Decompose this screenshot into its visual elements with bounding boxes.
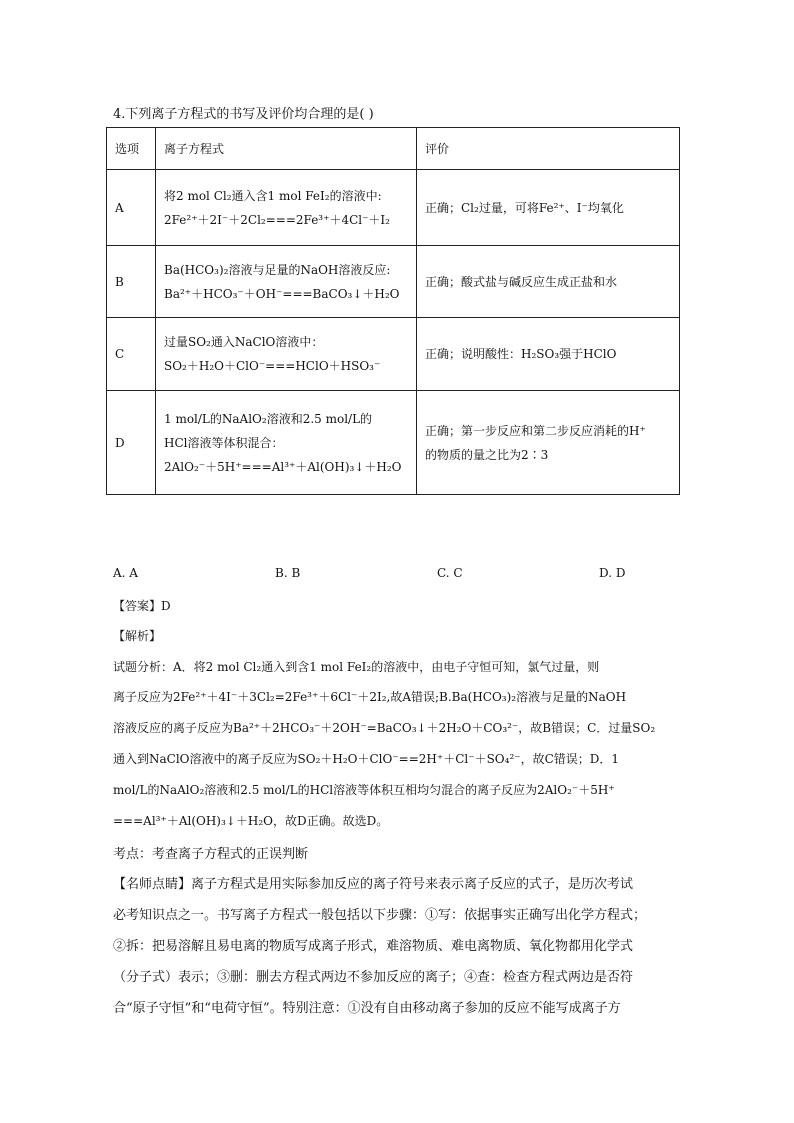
row-option: B xyxy=(107,246,156,318)
header-evaluation: 评价 xyxy=(417,128,680,170)
table-header-row xyxy=(107,128,680,170)
equation-line: HCl溶液等体积混合： xyxy=(164,435,284,450)
row-evaluation xyxy=(417,318,680,391)
row-equation xyxy=(156,170,417,246)
row-option: C xyxy=(107,318,156,391)
row-equation xyxy=(156,318,417,391)
analysis-line: ===Al³⁺＋Al(OH)₃↓＋H₂O，故D正确。故选D。 xyxy=(113,814,389,828)
teacher-line: 【名师点睛】离子方程式是用实际参加反应的离子符号来表示离子反应的式子，是历次考试 xyxy=(113,877,634,892)
header-equation: 离子方程式 xyxy=(156,128,417,170)
teacher-line: （分子式）表示；③删：删去方程式两边不参加反应的离子；④查：检查方程式两边是否符 xyxy=(113,970,634,985)
row-equation xyxy=(156,391,417,495)
teacher-line: 必考知识点之一。书写离子方程式一般包括以下步骤：①写：依据事实正确写出化学方程式； xyxy=(113,908,647,923)
equation-line: Ba(HCO₃)₂溶液与足量的NaOH溶液反应: xyxy=(164,262,391,277)
row-evaluation xyxy=(417,246,680,318)
row-option: A xyxy=(107,170,156,246)
analysis-line: 试题分析：A．将2 mol Cl₂通入到含1 mol FeI₂的溶液中，由电子守恒可知，氯气过量，则 xyxy=(113,660,600,674)
row-evaluation xyxy=(417,170,680,246)
table-row xyxy=(107,318,680,391)
choice-b: B. B xyxy=(275,566,301,580)
evaluation-line: 正确；第一步反应和第二步反应消耗的H⁺ xyxy=(425,423,646,438)
row-equation xyxy=(156,246,417,318)
teacher-line: 合“原子守恒”和“电荷守恒”。特别注意：①没有自由移动离子参加的反应不能写成离子方 xyxy=(113,1001,621,1016)
kaodian-line: 考点：考查离子方程式的正误判断 xyxy=(113,847,309,862)
analysis-heading: 【解析】 xyxy=(113,629,162,643)
choice-d: D. D xyxy=(599,566,626,580)
answer: 【答案】D xyxy=(113,599,171,613)
equation-line: 2AlO₂⁻＋5H⁺===Al³⁺＋Al(OH)₃↓＋H₂O xyxy=(164,459,402,474)
equation-line: 1 mol/L的NaAlO₂溶液和2.5 mol/L的 xyxy=(164,411,373,426)
row-option: D xyxy=(107,391,156,495)
equation-line: 过量SO₂通入NaClO溶液中： xyxy=(164,335,324,349)
analysis-line: mol/L的NaAlO₂溶液和2.5 mol/L的HCl溶液等体积互相均匀混合的离子反应为2AlO₂⁻＋5H⁺ xyxy=(113,783,615,797)
row-evaluation xyxy=(417,391,680,495)
equation-line: SO₂＋H₂O＋ClO⁻===HClO＋HSO₃⁻ xyxy=(164,359,381,373)
table-row xyxy=(107,391,680,495)
evaluation-line: 的物质的量之比为2∶3 xyxy=(425,447,549,462)
evaluation-line: 正确；说明酸性：H₂SO₃强于HClO xyxy=(425,347,617,361)
options-table xyxy=(106,127,680,495)
analysis-line: 通入到NaClO溶液中的离子反应为SO₂＋H₂O＋ClO⁻==2H⁺＋Cl⁻＋SO₄²⁻，故C错误；D．1 xyxy=(113,752,620,766)
choice-c: C. C xyxy=(437,566,463,580)
evaluation-line: 正确；酸式盐与碱反应生成正盐和水 xyxy=(425,274,618,289)
equation-line: Ba²⁺＋HCO₃⁻＋OH⁻===BaCO₃↓＋H₂O xyxy=(164,286,400,301)
header-option: 选项 xyxy=(107,128,156,170)
equation-line: 将2 mol Cl₂通入含1 mol FeI₂的溶液中: xyxy=(164,188,382,203)
evaluation-line: 正确；Cl₂过量，可将Fe²⁺、I⁻均氧化 xyxy=(425,200,624,215)
equation-line: 2Fe²⁺＋2I⁻＋2Cl₂===2Fe³⁺＋4Cl⁻＋I₂ xyxy=(164,212,390,227)
table-row xyxy=(107,170,680,246)
table-row xyxy=(107,246,680,318)
question-title: 4.下列离子方程式的书写及评价均合理的是( ) xyxy=(113,107,374,122)
analysis-line: 溶液反应的离子反应为Ba²⁺＋2HCO₃⁻＋2OH⁻=BaCO₃↓＋2H₂O＋CO₃²⁻，故B错误；C．过量SO₂ xyxy=(113,721,656,735)
analysis-line: 离子反应为2Fe²⁺＋4I⁻＋3Cl₂=2Fe³⁺＋6Cl⁻＋2I₂,故A错误;B.Ba(HCO₃)₂溶液与足量的NaOH xyxy=(113,690,627,704)
teacher-line: ②拆：把易溶解且易电离的物质写成离子形式，难溶物质、难电离物质、氧化物都用化学式 xyxy=(113,939,634,954)
choice-a: A. A xyxy=(113,566,138,580)
